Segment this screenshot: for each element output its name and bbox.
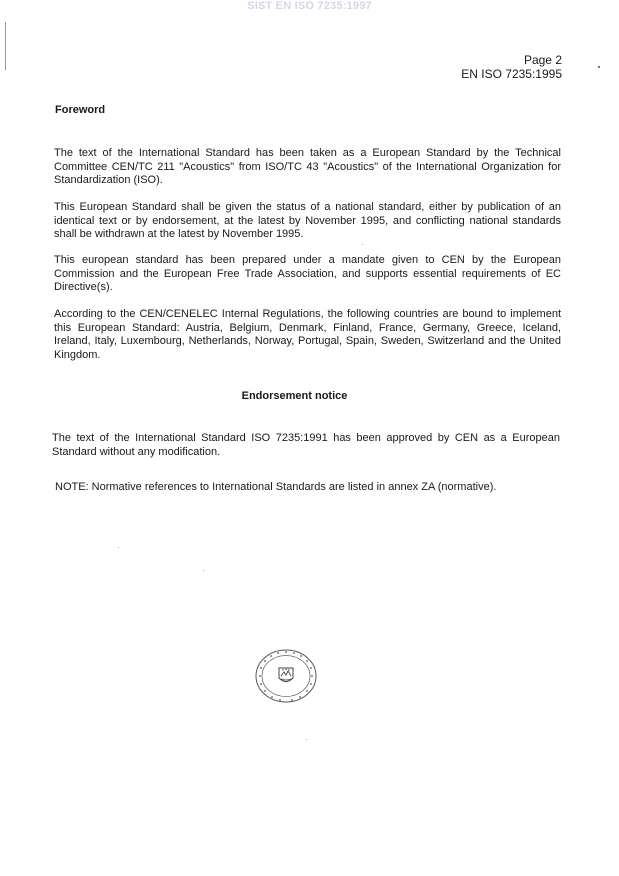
note-text: NOTE: Normative references to International Standards are listed in annex ZA (normative). [55, 481, 497, 493]
scan-speck [362, 244, 363, 245]
scan-speck [203, 570, 204, 571]
scan-speck [306, 739, 307, 740]
left-margin-rule [5, 22, 6, 70]
margin-dot [598, 66, 600, 68]
page-header [461, 53, 562, 81]
endorsement-title: Endorsement notice [241, 390, 348, 402]
foreword-paragraph: The text of the International Standard has been taken as a European Standard by the Technical Committee CEN/TC 211 "Acoustics" from ISO/TC 43 "Acoustics" of the International Organization for Standardization (ISO). [54, 147, 561, 187]
scan-speck [118, 547, 119, 548]
standard-number: EN ISO 7235:1995 [461, 67, 562, 81]
foreword-paragraph: According to the CEN/CENELEC Internal Regulations, the following countries are bound to implement this European Standard: Austria, Belgium, Denmark, Finland, France, Germany, Greece, Iceland, Ireland, Italy, Luxembourg, Netherlands, Norway, Portugal, Spain, Sweden, Switzerland and the United Kingdom. [54, 308, 561, 361]
foreword-title: Foreword [55, 104, 106, 116]
foreword-paragraph: This European Standard shall be given the status of a national standard, either by publication of an identical text or by endorsement, at the latest by November 1995, and conflicting national standards shall be withdrawn at the latest by November 1995. [54, 201, 561, 241]
official-stamp-seal-icon [254, 648, 318, 704]
watermark: SIST EN ISO 7235:1997 [247, 0, 372, 12]
endorsement-text: The text of the International Standard ISO 7235:1991 has been approved by CEN as a European Standard without any modification. [52, 432, 560, 458]
foreword-paragraph: This european standard has been prepared under a mandate given to CEN by the European Commission and the European Free Trade Association, and supports essential requirements of EC Directive(s). [54, 254, 561, 294]
page-number: Page 2 [523, 53, 562, 67]
